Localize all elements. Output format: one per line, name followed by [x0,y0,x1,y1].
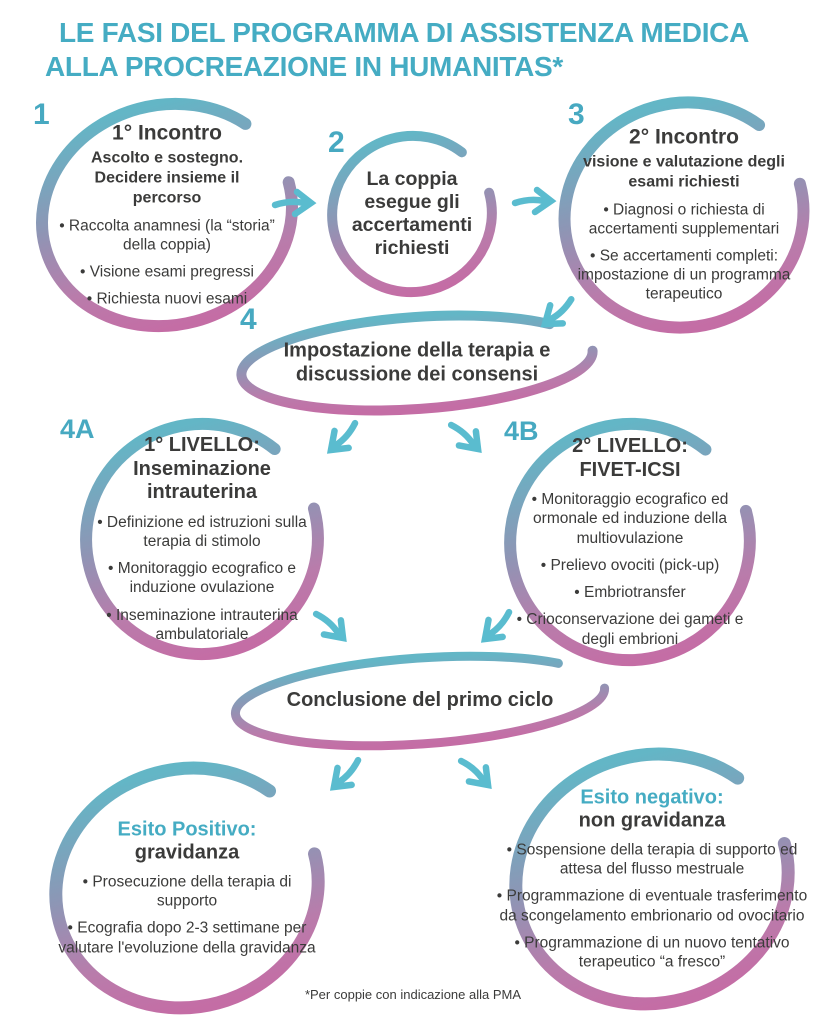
node-step1-heading: 1° Incontro [112,121,222,145]
node-step4a-bullets [85,513,320,644]
node-positive [44,760,330,1016]
arrow-step2-to-step3-icon [512,186,556,216]
bullet-item: • Embriotransfer [504,583,756,602]
node-step2-heading: La coppia esegue gli accertamenti richiesti [351,168,473,259]
node-step4a-heading: 1° LIVELLO: Inseminazione intrauterina [133,433,271,504]
bullet-item: • Programmazione di eventuale trasferimento da scongelamento embrionario od ovocitario [495,887,809,925]
bullet-item: • Monitoraggio ecografico ed ormonale ed induzione della multiovulazione [504,490,756,548]
node-step2-content [337,168,487,260]
node-conclusion [226,650,614,752]
footnote: *Per coppie con indicazione alla PMA [304,987,522,1002]
bullet-item: • Raccolta anamnesi (la “storia” della coppia) [50,216,285,254]
page-title-line2: ALLA PROCREAZIONE IN HUMANITAS* [45,51,564,83]
bullet-item: • Prelievo ovociti (pick-up) [504,556,756,575]
page-title [45,16,749,84]
step-number-4b: 4B [504,416,539,446]
step-number-4: 4 [240,303,257,336]
node-step4a-content [85,434,320,644]
node-negative-content [495,786,809,971]
node-step3-subheading: visione e valutazione degli esami richiesti [583,153,785,191]
node-positive-content [56,819,318,958]
bullet-item: • Richiesta nuovi esami [50,289,285,308]
node-step3 [552,94,816,336]
node-step4b-content [504,435,756,649]
bullet-item: • Inseminazione intrauterina ambulatoriale [85,606,320,644]
node-step1-subheading: Ascolto e sostegno. Decidere insieme il percorso [90,148,244,206]
node-negative [499,746,808,1012]
node-step4b-heading: 2° LIVELLO: FIVET-ICSI [572,435,688,481]
bullet-item: • Definizione ed istruzioni sulla terapia di stimolo [85,513,320,551]
node-conclusion-heading: Conclusione del primo ciclo [286,689,554,712]
node-step2 [322,126,502,302]
step-number-3: 3 [568,98,585,131]
node-positive-bullets [56,873,318,958]
bullet-item: • Prosecuzione della terapia di supporto [56,873,318,911]
node-negative-bullets [495,840,809,971]
node-negative-heading: non gravidanza [578,809,726,832]
bullet-item: • Monitoraggio ecografico e induzione ovulazione [85,559,320,597]
node-step4-heading: Impostazione della terapia e discussione dei consensi [283,339,551,385]
node-step4b [500,414,760,670]
node-step1-content [50,121,285,308]
bullet-item: • Visione esami pregressi [50,262,285,281]
node-step3-content [562,126,807,305]
node-step4-content [280,339,555,386]
node-conclusion-content [255,689,585,713]
step-number-4a: 4A [60,414,95,444]
node-step1 [28,95,306,335]
node-step3-bullets [562,200,807,304]
node-step3-heading: 2° Incontro [629,125,739,149]
node-negative-heading-accent: Esito negativo: [580,786,724,809]
node-step1-bullets [50,216,285,309]
page-title-line1: LE FASI DEL PROGRAMMA DI ASSISTENZA MEDICA [59,17,750,48]
bullet-item: • Ecografia dopo 2-3 settimane per valutare l'evoluzione della gravidanza [56,919,318,957]
bullet-item: • Crioconservazione dei gameti e degli embrioni [504,610,756,648]
bullet-item: • Programmazione di un nuovo tentativo terapeutico “a fresco” [495,933,809,971]
node-step4b-bullets [504,490,756,649]
node-step4a [76,414,328,664]
bullet-item: • Sospensione della terapia di supporto ed attesa del flusso mestruale [495,840,809,878]
bullet-item: • Se accertamenti completi: impostazione di un programma terapeutico [562,247,807,305]
node-positive-heading: gravidanza [134,841,240,864]
step-number-2: 2 [328,126,345,159]
step-number-1: 1 [33,98,50,131]
arrow-step4-to-step4b-icon [440,411,492,463]
node-positive-heading-accent: Esito Positivo: [117,818,257,841]
bullet-item: • Diagnosi o richiesta di accertamenti supplementari [562,200,807,238]
